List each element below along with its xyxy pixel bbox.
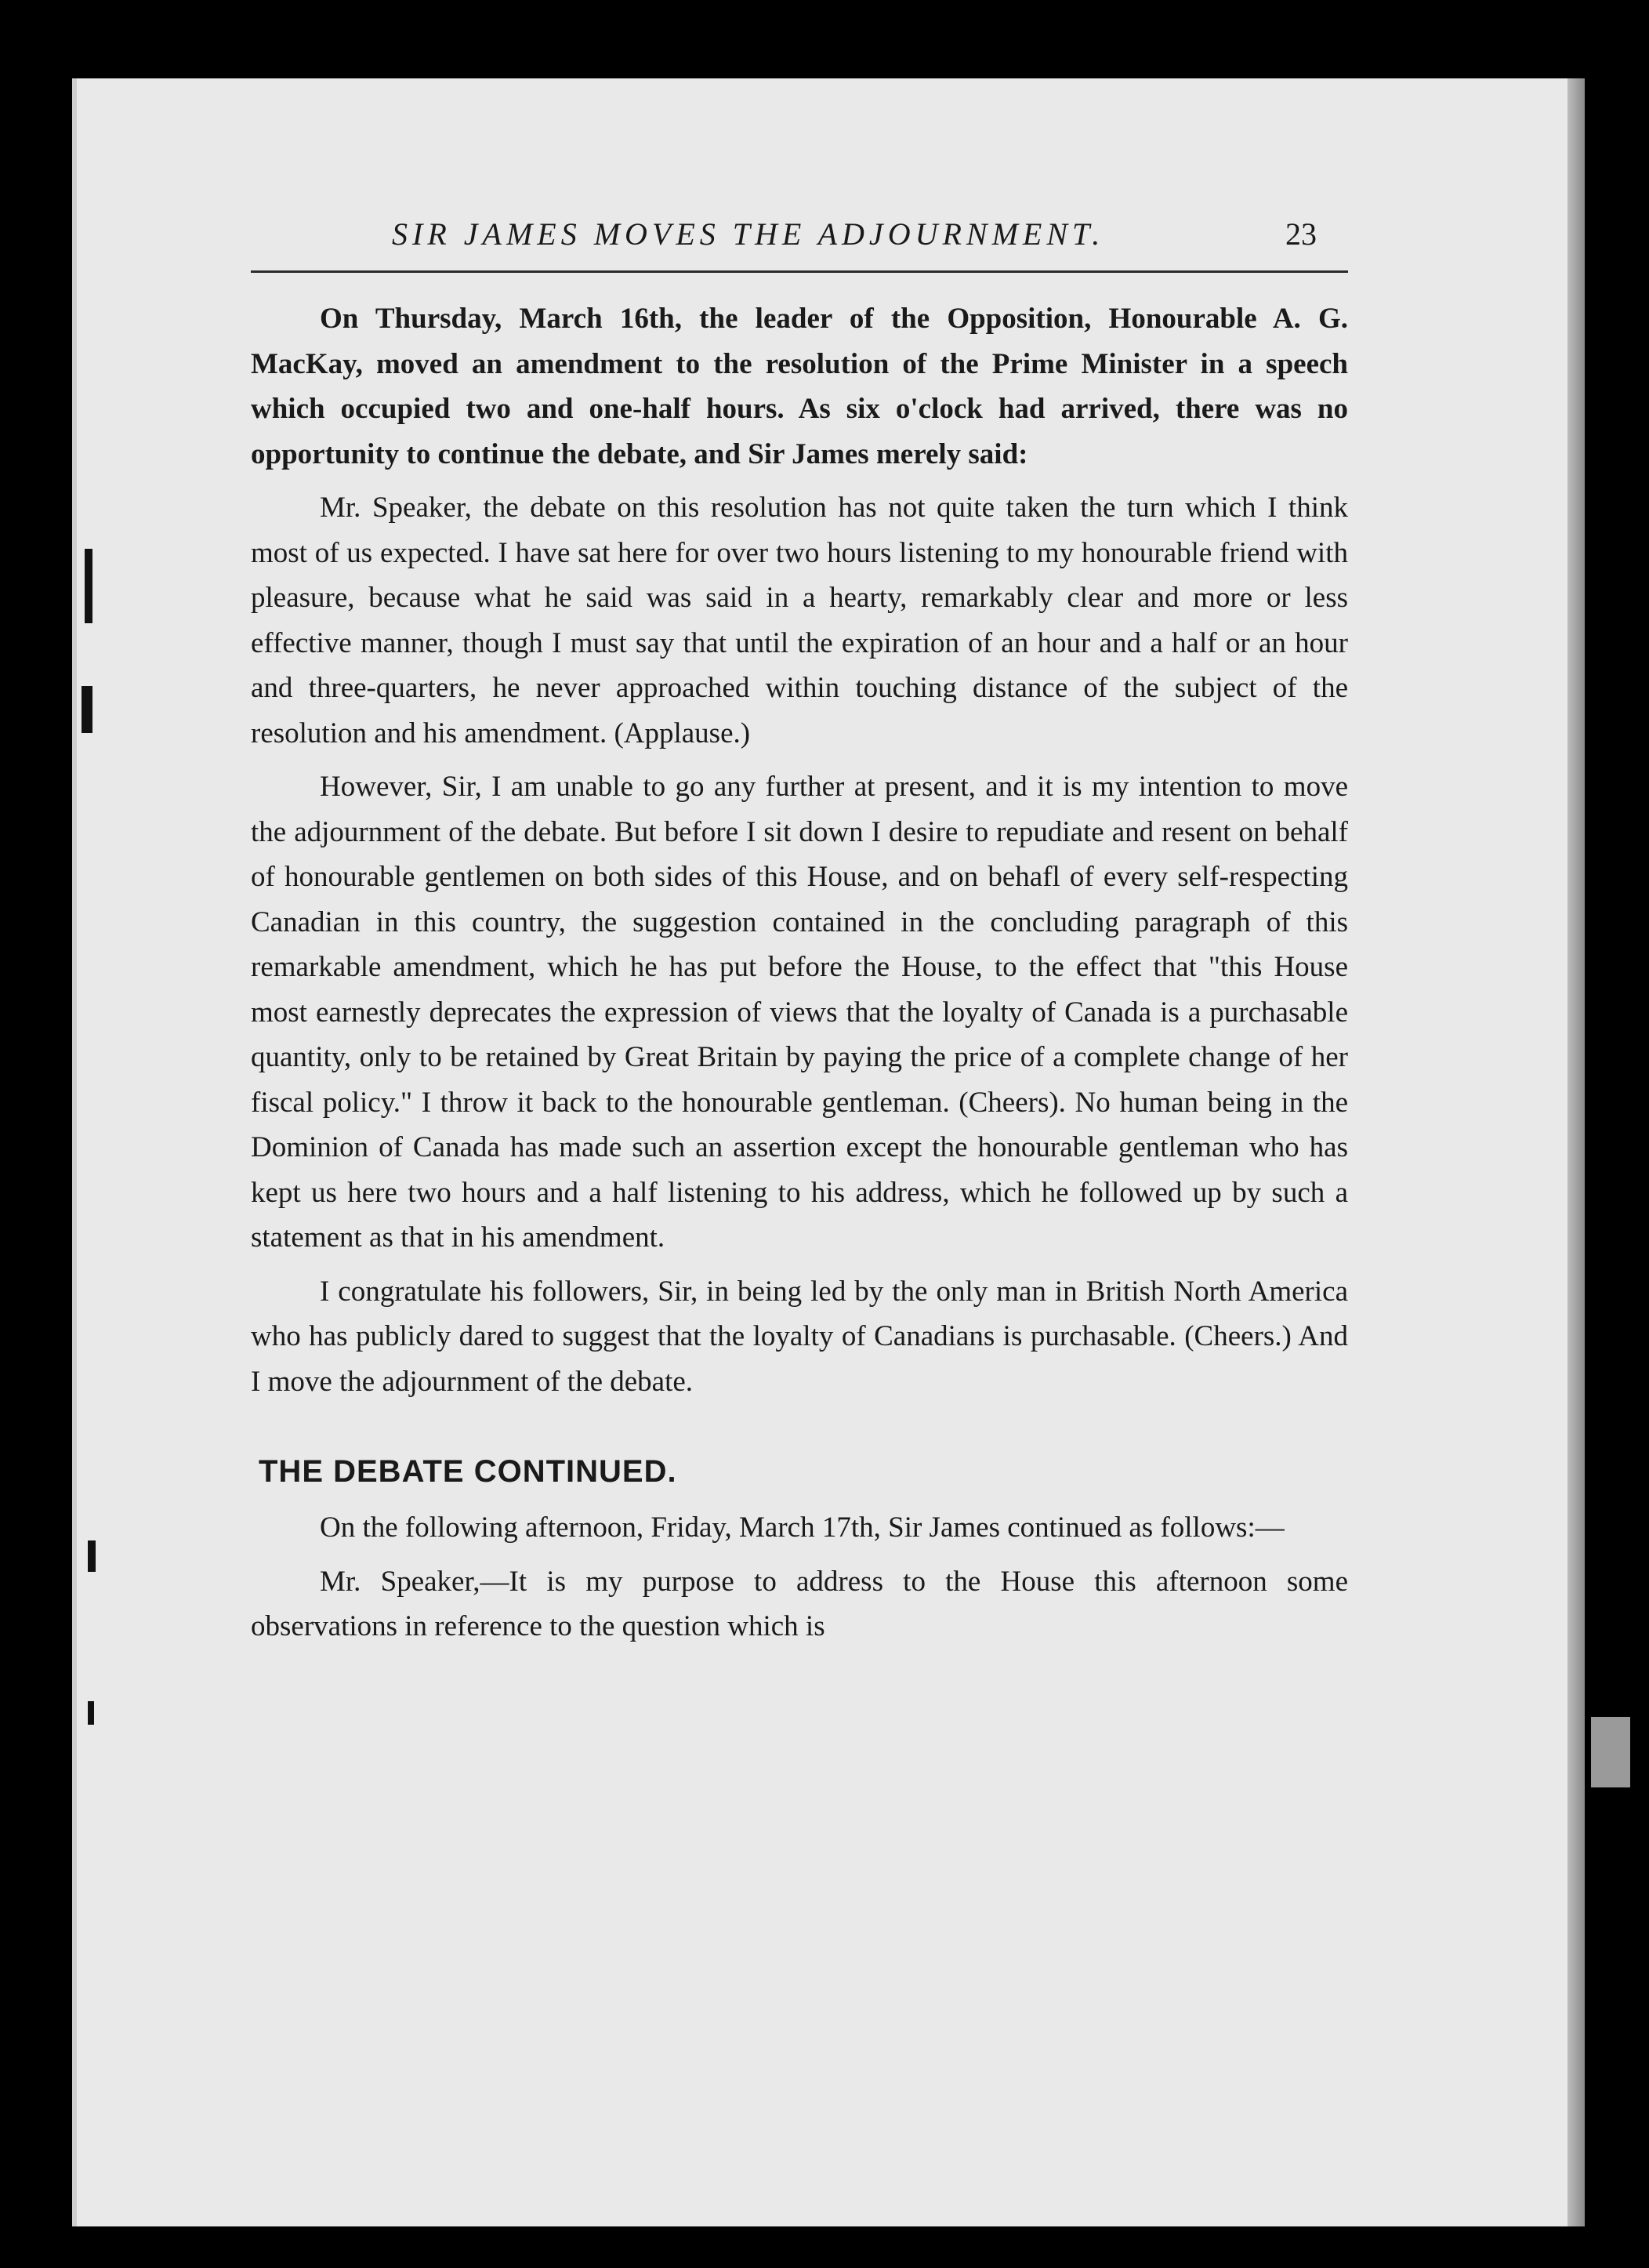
page-number: 23 [1285,216,1317,252]
margin-speck [82,686,92,733]
section-paragraph: On the following afternoon, Friday, March 17th, Sir James continued as follows:— [320,1511,1285,1544]
section-heading: THE DEBATE CONTINUED. [259,1454,677,1489]
running-header [251,216,1348,273]
margin-speck [1591,1717,1630,1787]
speech-paragraph: However, Sir, I am unable to go any further at present, and it is my intention to move the adjournment of the debate. But before I sit down I desire to repudiate and resent on behalf of honourable gentlemen on both sides of this House, and on behafl of every self-respecting Canadian in this country, the suggestion contained in the concluding paragraph of this remarkable amendment, which he has put before the House, to the effect that "this House most earnestly deprecates the expression of views that the loyalty of Canada is a purchasable quantity, only to be retained by Great Britain by paying the price of a complete change of her fiscal policy." I throw it back to the honourable gentleman. (Cheers). No human being in the Dominion of Canada has made such an assertion except the honourable gentleman who has kept us here two hours and a half listening to his address, which he followed up by such a statement as that in his amendment. [251,771,1348,1254]
running-header-title: SIR JAMES MOVES THE ADJOURNMENT. [392,216,1105,252]
margin-speck [88,1540,96,1572]
speech-paragraph: Mr. Speaker, the debate on this resolution has not quite taken the turn which I think most of us expected. I have sat here for over two hours listening to my honourable friend with pleasure, because what he said was said in a hearty, remarkably clear and more or less effective manner, though I must say that until the expiration of an hour and a half or an hour and three-quarters, he never approached within touching distance of the subject of the resolution and his amendment. (Applause.) [251,492,1348,749]
page-content [251,216,1348,1658]
intro-paragraph: On Thursday, March 16th, the leader of the Opposition, Honourable A. G. MacKay, moved an amendment to the resolution of the Prime Minister in a speech which occupied two and one-half hours. As six o'clock had arrived, there was no opportunity to continue the debate, and Sir James merely said: [251,303,1348,470]
margin-speck [88,1701,94,1725]
section-paragraph: Mr. Speaker,—It is my purpose to address to the House this afternoon some observations in reference to the question which is [251,1565,1348,1642]
speech-paragraph: I congratulate his followers, Sir, in being led by the only man in British North America who has publicly dared to suggest that the loyalty of Canadians is purchasable. (Cheers.) And I move the adjournment of the debate. [251,1275,1348,1398]
margin-speck [85,549,92,623]
page-edge-shadow [1567,78,1585,2226]
